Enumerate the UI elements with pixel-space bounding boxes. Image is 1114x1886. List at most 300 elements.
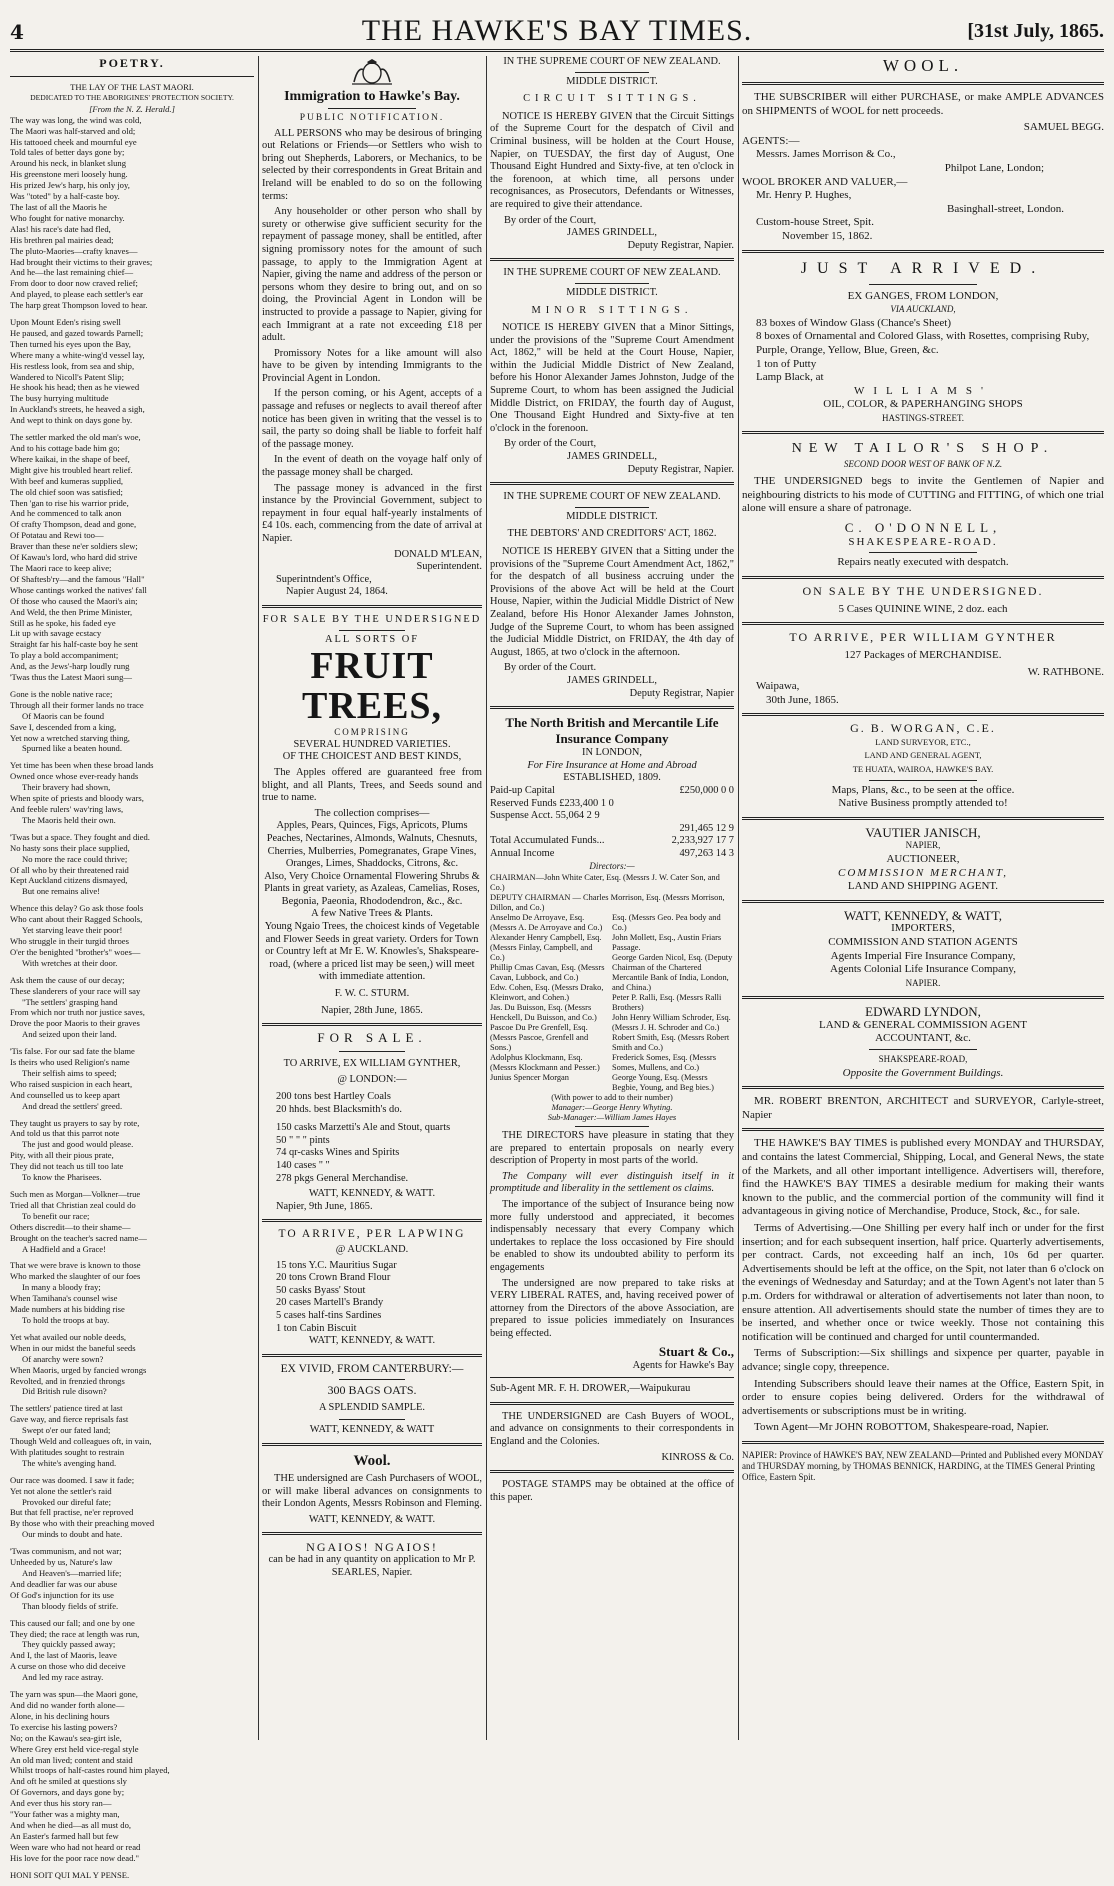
poem-line: Made numbers at his bidding rise [10, 1304, 125, 1315]
poem-line: They died; the race at length was run, [10, 1628, 140, 1639]
williams-shop: WILLIAMS' [854, 384, 992, 397]
lapwing-items [262, 1260, 482, 1336]
watt-line2: Agents Colonial Life Insurance Company, [830, 963, 1016, 976]
poem-line: His love for the poor race now dead." [10, 1852, 140, 1863]
poem-line: Such men as Morgan—Volkner—true [10, 1189, 141, 1199]
forsale-title: FOR SALE. [317, 1030, 427, 1046]
funds-row [490, 823, 734, 836]
poem-line: Had brought their victims to their graves; [10, 256, 153, 267]
just-item: 1 ton of Putty [756, 357, 817, 370]
poem-line: From which nor truth nor justice saves, [10, 1007, 145, 1018]
poem-line: Who marked the slaughter of our foes [10, 1271, 141, 1282]
poem-line: With platitudes sought to restrain [10, 1446, 125, 1457]
director-entry: Peter P. Ralli, Esq. (Messrs Ralli Brothers) [612, 993, 722, 1013]
poem-line: When Tamihana's counsel wise [10, 1293, 118, 1304]
postage-notice: POSTAGE STAMPS may be obtained at the office of this paper. [490, 1479, 734, 1503]
poem-line: O'er the benighted "brother's" woes— [10, 946, 141, 957]
poem-line: His greenstone meri loosely hung. [10, 169, 128, 180]
worgan-line1: LAND SURVEYOR, ETC., [875, 736, 971, 747]
wool4-agents-label: AGENTS:— [742, 134, 800, 147]
poem-line: "The settlers' grasping hand [22, 996, 118, 1007]
lyndon-accountant: ACCOUNTANT, &c. [875, 1032, 971, 1045]
poem-line: Tried all that Christian zeal could do [10, 1199, 136, 1210]
forsale-item: 200 tons best Hartley Coals [276, 1091, 391, 1102]
insurance-paragraph: The importance of the subject of Insurance being now more fully understood and appreciated, it becomes indispensably necessary that every Company which undertakes to replace the loss occasioned by Fire should be enabled to show its undoubted ability to perform its engagements [490, 1199, 734, 1273]
poem-line: And ever thus his story ran— [10, 1798, 112, 1809]
immigration-office: Superintndent's Office, [276, 573, 372, 585]
times-subscribers: Intending Subscribers should leave their names at the Office, Eastern Spit, in order to ensure copies being delivered. Orders for the withdrawal of advertisements or subscriptions must be in writing. [742, 1377, 1104, 1417]
poem-line: And I, the last of Maoris, leave [10, 1650, 117, 1661]
vivid-sample: A SPLENDID SAMPLE. [319, 1401, 425, 1413]
fruit-varieties: SEVERAL HUNDRED VARIETIES. [293, 738, 451, 750]
gynther-text: 127 Packages of MERCHANDISE. [844, 648, 1002, 661]
poem-line: Our race was doomed. I saw it fade; [10, 1474, 135, 1485]
wool4-broker-label: WOOL BROKER AND VALUER,— [742, 175, 908, 188]
poetry-column [10, 56, 254, 1880]
worgan-line5: Native Business promptly attended to! [838, 797, 1008, 810]
insurance-tag: For Fire Insurance at Home and Abroad [527, 759, 697, 771]
poem-line: And played, to please each settler's ear [10, 289, 144, 300]
poem-line: Upon Mount Eden's rising swell [10, 317, 121, 328]
poem-line: The way was long, the wind was cold, [10, 114, 142, 125]
poem-line: "Your father was a mighty man, [10, 1809, 120, 1820]
poem-line: Kept Auckland citizens dismayed, [10, 875, 128, 886]
immigration-paragraph: ALL PERSONS who may be desirous of bringing out Relations or Friends—or Settlers who wish to bring out Shepherds, Laborers, or Mechanics, to be selected by their correspondents in Great Britain and Ireland will be enabled to do so on the following terms: [262, 127, 482, 202]
director-entry: Robert Smith, Esq. (Messrs Robert Smith and Co.) [612, 1033, 730, 1053]
court3-signature: JAMES GRINDELL, [566, 674, 658, 686]
poem-line: And Heaven's—married life; [22, 1568, 122, 1578]
forsale-signature: WATT, KENNEDY, & WATT. [308, 1188, 436, 1200]
poem-line: Did British rule disown? [22, 1386, 107, 1397]
funds-row [490, 848, 734, 861]
forsale-item: 278 pkgs General Merchandise. [276, 1172, 409, 1184]
poem-line: Yet starving leave their poor! [22, 925, 123, 936]
column-rule [738, 56, 739, 1740]
fruit-native: A few Native Trees & Plants. [311, 908, 433, 920]
director-entry: Anselmo De Arroyave, Esq. (Messrs A. De Arroyave and Co.) [490, 913, 603, 933]
poem-line: When in our midst the baneful seeds [10, 1342, 136, 1353]
poem-line: In Auckland's streets, he heaved a sigh, [10, 404, 145, 415]
directors-power: (With power to add to their number) [551, 1093, 673, 1103]
fruit-headline: FRUIT TREES, [301, 645, 443, 728]
vautier-agent: LAND AND SHIPPING AGENT. [847, 880, 999, 893]
poem-line: Of anarchy were sown? [22, 1353, 104, 1364]
director-entry: Phillip Cmas Cavan, Esq. (Messrs Cavan, Lubbock, and Co.) [490, 963, 605, 983]
wool4-agent1: Messrs. James Morrison & Co., [756, 148, 896, 161]
poem-line: With beef and kumeras supplied, [10, 475, 124, 486]
page-number: 4 [10, 20, 24, 44]
poem-line: Swept o'er our fated land; [22, 1425, 111, 1436]
poem-line: When Maoris, urged by fancied wrongs [10, 1364, 147, 1375]
lyndon-name: EDWARD LYNDON, [865, 1004, 981, 1020]
directors-table [490, 913, 734, 1093]
fruit-comprising: COMPRISING [334, 727, 410, 738]
poem-line: When spite of priests and bloody wars, [10, 793, 144, 804]
lapwing-item: 20 tons Crown Brand Flour [276, 1272, 391, 1284]
forsale-items [262, 1091, 482, 1116]
poem-line: Then turned his eyes upon the Bay, [10, 338, 131, 349]
poem-line: Where many a white-wing'd vessel lay, [10, 349, 145, 360]
court1-role: Deputy Registrar, Napier. [627, 239, 734, 251]
lapwing-signature: WATT, KENNEDY, & WATT. [308, 1335, 436, 1347]
vautier-town: NAPIER, [905, 840, 941, 851]
poem-line: Lit up with savage ecstacy [10, 628, 102, 639]
lapwing-item: 1 ton Cabin Biscuit [276, 1322, 357, 1334]
royal-crest-icon [348, 58, 396, 86]
wool4-custom-house: Custom-house Street, Spit. [756, 216, 874, 229]
funds-row [490, 785, 734, 798]
lyndon-opposite: Opposite the Government Buildings. [842, 1066, 1004, 1079]
poem-line: The pluto-Maories—crafty knaves— [10, 245, 138, 256]
tailor-name: C. O'DONNELL, [844, 519, 1002, 535]
poem-line: 'Twas communism, and not war; [10, 1546, 122, 1557]
wool4-date: November 15, 1862. [782, 229, 873, 242]
poem-line: His prized Jew's harp, his only joy, [10, 180, 130, 191]
funds-row [490, 798, 734, 811]
director-entry: Edw. Cohen, Esq. (Messrs Drako, Kleinwort, and Cohen.) [490, 983, 604, 1003]
tailor-road: SHAKESPEARE-ROAD. [848, 535, 998, 548]
funds-row [490, 810, 734, 823]
poem-source: [From the N. Z. Herald.] [89, 103, 175, 114]
just-ex: EX GANGES, FROM LONDON, [847, 289, 999, 302]
just-via: VIA AUCKLAND, [890, 304, 956, 315]
poem-line: That we were brave is known to those [10, 1260, 141, 1271]
poem-body [10, 115, 254, 1886]
poem-line: Of Maoris can be found [22, 710, 105, 721]
watt-commission: COMMISSION AND STATION AGENTS [828, 935, 1018, 948]
poem-line: Told tales of better days gone by; [10, 147, 125, 158]
poem-line: These slanderers of your race will say [10, 985, 141, 996]
poem-line: Of Shaftesb'ry—and the famous "Hall" [10, 573, 145, 584]
wool4-signature: SAMUEL BEGG. [1023, 121, 1104, 134]
poem-line: The busy hurrying multitude [10, 393, 109, 404]
poem-line: His restless look, from sea and ship, [10, 360, 135, 371]
court3-district: MIDDLE DISTRICT. [566, 510, 658, 522]
watt-town: NAPIER. [905, 977, 941, 988]
poem-line: Of those who caused the Maori's ain; [10, 595, 138, 606]
lyndon-road: SHAKSPEARE-ROAD, [878, 1054, 968, 1065]
lapwing-item: 20 cases Martell's Brandy [276, 1297, 384, 1309]
poem-line: Save I, descended from a king, [10, 721, 117, 732]
poem-line: And oft he smiled at questions sly [10, 1776, 127, 1787]
court1-order: By order of the Court, [504, 214, 597, 226]
poem-line: Of Potatau and Rewi too— [10, 530, 104, 541]
newspaper-title: THE HAWKE'S BAY TIMES. [361, 14, 753, 47]
masthead [10, 8, 1104, 52]
forsale-item: 50 " " " pints [276, 1134, 330, 1146]
funds-label: Paid-up Capital [490, 784, 555, 796]
poem-line: Provoked our direful fate; [22, 1496, 112, 1507]
poem-line: The Maori race to keep alive; [10, 562, 112, 573]
insurance-agent-role: Agents for Hawke's Bay [632, 1359, 734, 1371]
poem-line: Might give his troubled heart relief. [10, 464, 133, 475]
directors-label: Directors:— [589, 861, 635, 872]
printer-imprint: NAPIER: Province of HAWKE'S BAY, NEW ZEALAND—Printed and Published every MONDAY and THURSDAY morning, by THOMAS BENNICK, HARDING, at the TIMES General Printing Office, Eastern Spit. [742, 1449, 1104, 1482]
director-entry: Frederick Somes, Esq. (Messrs Somes, Mullens, and Co.) [612, 1053, 716, 1073]
poem-line: And Weld, the then Prime Minister, [10, 606, 133, 617]
worgan-line2: LAND AND GENERAL AGENT, [864, 750, 982, 761]
poem-line: Though Weld and colleagues oft, in vain, [10, 1436, 152, 1447]
court1-sittings: CIRCUIT SITTINGS. [523, 93, 701, 105]
funds-amount [652, 810, 734, 823]
poem-line: And deadlier far was our abuse [10, 1578, 118, 1589]
advertisements-column-4 [742, 56, 1104, 1740]
fruit-collection: The collection comprises— [314, 807, 430, 819]
poem-line: This caused our fall; and one by one [10, 1617, 135, 1628]
fruit-guarantee: The Apples offered are guaranteed free from blight, and all Plants, Trees, and Seeds sound and true to name. [262, 766, 482, 804]
director-entry: Junius Spencer Morgan [490, 1073, 569, 1083]
poem-line: The harp great Thompson loved to hear. [10, 300, 148, 311]
poem-line: Of Governors, and days gone by; [10, 1787, 125, 1798]
funds-amount: £250,000 0 0 [679, 784, 734, 796]
poem-line: From door to door now craved relief; [10, 278, 138, 289]
immigration-paragraphs [262, 128, 482, 546]
poem-line: Their selfish aims to speed; [22, 1067, 117, 1078]
poem-line: Yet now a wretched starving thing, [10, 732, 130, 743]
court1-title: IN THE SUPREME COURT OF NEW ZEALAND. [503, 56, 721, 67]
poem-line: Unheeded by us, Nature's law [10, 1557, 113, 1568]
poem-line: The settlers' patience tired at last [10, 1403, 123, 1414]
tailor-second-door: SECOND DOOR WEST OF BANK OF N.Z. [843, 459, 1003, 470]
directors-chairman: CHAIRMAN—John White Cater, Esq. (Messrs J. W. Cater Son, and Co.) [490, 873, 720, 893]
poem-line: Gave way, and fierce reprisals fast [10, 1414, 129, 1425]
court2-order: By order of the Court, [504, 438, 597, 450]
immigration-subtitle: PUBLIC NOTIFICATION. [299, 113, 445, 123]
poem-line: Who raised suspicion in each heart, [10, 1078, 133, 1089]
just-item: 8 boxes of Ornamental and Colored Glass, with Rosettes, comprising Ruby, Purple, Orange, Yellow, Blue, Green, &c. [756, 330, 1090, 356]
poem-line: Alone, in his declining hours [10, 1710, 110, 1721]
forsale-item: 20 hhds. best Blacksmith's do. [276, 1103, 402, 1115]
poem-line: An Easter's farmed hall but few [10, 1830, 119, 1841]
immigration-paragraph: The passage money is advanced in the first instance by the Provincial Government, subject to repayment in four equal half-yearly instalments of £4 10s. each, commencing from the date of arrival at Napier. [262, 482, 482, 544]
director-entry: George Garden Nicol, Esq. (Deputy Chairman of the Chartered Mercantile Bank of India, London, and China.) [612, 953, 733, 993]
poem-line: Others discredit—to their shame— [10, 1221, 131, 1232]
poem-line: But one remains alive! [22, 886, 101, 897]
insurance-paragraph: THE DIRECTORS have pleasure in stating that they are prepared to entertain proposals on nearly every description of Property in most parts of the world. [490, 1130, 734, 1167]
poem-line: Who fought for native monarchy. [10, 212, 125, 223]
fruit-choicest: OF THE CHOICEST AND BEST KINDS, [282, 751, 462, 763]
director-entry: Adolphus Klockmann, Esq. (Messrs Klockmann and Pesser.) [490, 1053, 600, 1073]
fruit-date: Napier, 28th June, 1865. [321, 1004, 423, 1016]
poem-line: Drove the poor Maoris to their graves [10, 1018, 140, 1029]
poem-line: 'Twas thus the Latest Maori sung— [10, 672, 132, 683]
court3-order: By order of the Court. [504, 662, 597, 674]
funds-label [490, 823, 652, 836]
immigration-date: Napier August 24, 1864. [286, 586, 388, 598]
poem-line: Braver than these ne'er soldiers slew; [10, 541, 138, 552]
poem-line: The last of all the Maoris he [10, 201, 107, 212]
fruit-sorts: ALL SORTS OF [324, 633, 419, 645]
poem-line: Ask them the cause of our decay; [10, 974, 125, 985]
insurance-funds-table [490, 785, 734, 861]
insurance-where: IN LONDON, [581, 747, 643, 759]
insurance-paragraph: The undersigned are now prepared to take risks at VERY LIBERAL RATES, and, having received power of attorney from the Directors of the above Association, are prepared to issue policies immediately on Insurances being effected. [490, 1277, 734, 1339]
immigration-paragraph: If the person coming, or his Agent, accepts of a passage and refuses or neglects to avail thereof after notice has been given in writing that the vessel is to sail, the party so doing shall be liable to forfeit half of the passage money. [262, 388, 482, 450]
williams-street: HASTINGS-STREET. [881, 412, 965, 423]
williams-line: OIL, COLOR, & PAPERHANGING SHOPS [823, 398, 1023, 411]
wool4-agent2-address: Basinghall-street, London. [946, 202, 1064, 215]
funds-label: Suspense Acct. 55,064 2 9 [490, 810, 600, 822]
poem-line: To benefit our race; [22, 1210, 90, 1221]
poem-line: And he commenced to talk anon [10, 508, 122, 519]
court2-title: IN THE SUPREME COURT OF NEW ZEALAND. [503, 267, 721, 279]
ngaios-text: can be had in any quantity on application to Mr P. SEARLES, Napier. [268, 1554, 476, 1578]
worgan-name: G. B. WORGAN, C.E. [850, 721, 996, 736]
insurance-title: The North British and Mercantile Life Insurance Company [505, 715, 719, 747]
immigration-paragraph: In the event of death on the voyage half only of the passage money shall be charged. [262, 454, 482, 479]
poem-line: Of crafty Thompson, dead and gone, [10, 519, 137, 530]
poem-line: To know the Pharisees. [22, 1172, 102, 1183]
court3-text: NOTICE IS HEREBY GIVEN that a Sitting under the provisions of the "Supreme Court Amendment Act, 1862," for the despatch of all business accruing under the Provisions of the above Act will be held at the Court House, Napier, within the Judicial Middle District of New Zealand, before His Honor Alexander James Johnston, Judge of the Supreme Court, to whom has been assigned the Judicial Middle District, on FRIDAY, the 4th day of August, 1865, at two o'clock in the afternoon. [490, 546, 734, 658]
poem-line: A curse on those who did deceive [10, 1661, 126, 1672]
court2-role: Deputy Registrar, Napier. [627, 463, 734, 475]
funds-amount [652, 798, 734, 811]
poem-line: Was "toted" by a half-caste boy. [10, 191, 120, 202]
poem-line: Yet what availed our noble deeds, [10, 1331, 127, 1342]
court1-signature: JAMES GRINDELL, [566, 227, 658, 239]
poem-line: And led my race astray. [22, 1672, 104, 1683]
just-arrived-title: JUST ARRIVED. [800, 259, 1046, 277]
court3-role: Deputy Registrar, Napier [629, 687, 734, 699]
poem-line: His brethren pal mairies dead; [10, 234, 114, 245]
gynther-date: 30th June, 1865. [766, 693, 839, 706]
poem-line: 'Tis false. For our sad fate the blame [10, 1046, 135, 1057]
poem-line: And he—the last remaining chief— [10, 267, 134, 278]
lapwing-title: TO ARRIVE, PER LAPWING [278, 1228, 466, 1241]
ngaios-title: NGAIOS! NGAIOS! [306, 1540, 438, 1555]
court2-signature: JAMES GRINDELL, [566, 451, 658, 463]
poem-line: No; on the Kawau's sea-girt isle, [10, 1732, 122, 1743]
poem-line: Of God's injunction for its use [10, 1589, 114, 1600]
forsale-arrive: TO ARRIVE, EX WILLIAM GYNTHER, [283, 1057, 461, 1069]
poem-line: Of all who by their threatened raid [10, 864, 129, 875]
funds-amount: 291,465 12 9 [679, 822, 734, 834]
funds-label: Reserved Funds £233,400 1 0 [490, 797, 614, 809]
poem-line: Through all their former lands no trace [10, 699, 144, 710]
funds-label: Total Accumulated Funds... [490, 835, 605, 847]
quinine-text: 5 Cases QUININE WINE, 2 doz. each [838, 602, 1008, 615]
poem-line: Then 'gan to rise his warrior pride, [10, 497, 129, 508]
fruit-signature: F. W. C. STURM. [334, 988, 410, 1000]
poem-line: The yarn was spun—the Maori gone, [10, 1689, 138, 1700]
times-advertising-terms: Terms of Advertising.—One Shilling per every half inch or under for the first insertion; and for each subsequent insertion, half price. Quarterly advertisements, per contract. Cards, not exceeding half an inch, 10s 6d per quarter. Advertisements should be left at the office, on the Spit, not later than 6 o'clock on the evenings of Wednesday and Saturday; and at the Town Agent's not later than 5 p.m. Orders for withdrawal or alteration of advertisements not later than noon, to ensure attention. All advertisements should state the number of times they are to be inserted, and whether once or twice weekly. Those not containing this notification will be continued and charged for until countermanded. [742, 1222, 1104, 1343]
court1-district: MIDDLE DISTRICT. [566, 75, 658, 87]
wool4-text: THE SUBSCRIBER will either PURCHASE, or make AMPLE ADVANCES on SHIPMENTS of WOOL for nett proceeds. [742, 91, 1104, 117]
tailor-title: NEW TAILOR'S SHOP. [791, 441, 1055, 457]
poem-line: The Maori was half-starved and old; [10, 125, 136, 136]
poem-line: Spurned like a beaten hound. [22, 743, 122, 754]
court2-text: NOTICE IS HEREBY GIVEN that a Minor Sittings, under the provisions of the "Supreme Court Amendment Act, 1862," will be held at the Court House, Napier, within the Judicial Middle District of New Zealand, before his Honor Alexander James Johnston, Judge of the Supreme Court, to whom has been assigned the Judicial Middle District, on FRIDAY, the fourth day of August, One Thousand Eight Hundred and Sixty-five at ten o'clock in the forenoon. [490, 322, 734, 434]
poem-line: To exercise his lasting powers? [10, 1721, 118, 1732]
poem-dedication: DEDICATED TO THE ABORIGINES' PROTECTION SOCIETY. [30, 92, 234, 102]
poem-line: And, as the Jews'-harp loudly rung [10, 661, 130, 672]
wool-title: Wool. [353, 1453, 391, 1470]
wool-text: THE undersigned are Cash Purchasers of WOOL, or will make liberal advances on consignments to their London Agents, Messrs Robinson and Fleming. [262, 1473, 482, 1510]
poem-line: Than bloody fields of strife. [22, 1600, 119, 1611]
funds-amount: 497,263 14 3 [679, 847, 734, 859]
forsale-item: 74 qr-casks Wines and Spirits [276, 1147, 400, 1159]
immigration-signature: DONALD M'LEAN, [394, 548, 482, 560]
poem-line: And wept to think on days gone by. [10, 415, 133, 426]
poem-line: In many a bloody fray; [22, 1282, 101, 1293]
fruit-intro: FOR SALE BY THE UNDERSIGNED [262, 613, 482, 625]
court2-district: MIDDLE DISTRICT. [566, 286, 658, 298]
advertisements-column-3 [490, 56, 734, 1740]
poem-line: He paused, and gazed towards Parnell; [10, 327, 144, 338]
times-subscription-terms: Terms of Subscription:—Six shillings and sixpence per quarter, payable in advance; single copy, threepence. [742, 1347, 1104, 1373]
poem-line: He shook his head; then as he viewed [10, 382, 140, 393]
insurance-paragraphs [490, 1130, 734, 1341]
poem-line: The just and good would please. [22, 1139, 134, 1150]
gynther-signature: W. RATHBONE. [1027, 666, 1104, 679]
court1-text: NOTICE IS HEREBY GIVEN that the Circuit Sittings of the Supreme Court for the despatch of Civil and Criminal business, will be holden at the Court House, Napier, on TUESDAY, the first day of August, One Thousand Eight Hundred and Sixty-five, at ten o'clock in the forenoon, at which time, all persons under recognisances, as Prosecutors, Defendants or Witnesses, are required to give their attendance. [490, 110, 734, 210]
vautier-name: VAUTIER JANISCH, [865, 824, 981, 840]
insurance-manager: Manager:—George Henry Whyting. [551, 1103, 673, 1113]
poem-line: Who cant about their Ragged Schools, [10, 914, 143, 925]
poem-line: They quickly passed away; [22, 1639, 116, 1650]
wool-signature: WATT, KENNEDY, & WATT. [308, 1513, 436, 1525]
insurance-paragraph: The Company will ever distinguish itself in it promptitude and liberality in the settlement os claims. [490, 1170, 734, 1195]
gynther-title: TO ARRIVE, PER WILLIAM GYNTHER [789, 630, 1057, 645]
poem-line: The Maoris held their own. [22, 814, 116, 825]
funds-label: Annual Income [490, 847, 555, 859]
poem-line: By those who with their preaching moved [10, 1518, 155, 1529]
vivid-bags: 300 BAGS OATS. [327, 1383, 417, 1398]
poem-line: With wretches at their door. [22, 957, 118, 968]
worgan-line3: TE HUATA, WAIROA, HAWKE'S BAY. [852, 763, 994, 774]
poem-line: The old chief soon was satisfied; [10, 486, 123, 497]
court3-title: IN THE SUPREME COURT OF NEW ZEALAND. [503, 491, 721, 503]
wool4-title: WOOL. [882, 56, 964, 75]
poem-line: Around his neck, in blanket slung [10, 158, 126, 169]
poem-line: An old man lived; content and staid [10, 1754, 133, 1765]
poem-line: To play a bold accompaniment; [10, 650, 119, 661]
vivid-signature: WATT, KENNEDY, & WATT [309, 1424, 435, 1436]
watt-name: WATT, KENNEDY, & WATT, [844, 907, 1002, 923]
lapwing-item: 5 cases half-tins Sardines [276, 1309, 382, 1321]
court3-act: THE DEBTORS' AND CREDITORS' ACT, 1862. [507, 528, 717, 540]
poem-line: And seized upon their land. [22, 1029, 117, 1040]
column-rule [258, 56, 259, 1740]
lapwing-at: @ AUCKLAND. [335, 1243, 409, 1255]
poem-line: And dread the settlers' greed. [22, 1100, 123, 1111]
poem-line: Whose cantings worked the natives' fall [10, 584, 147, 595]
poem-line: 'Twas but a space. They fought and died. [10, 831, 150, 842]
poem-line: Yet time has been when these broad lands [10, 760, 154, 771]
poem-line: No more the race could thrive; [22, 853, 128, 864]
fruit-list: Apples, Pears, Quinces, Figs, Apricots, Plums Peaches, Nectarines, Almonds, Walnuts, Chesnuts, Cherries, Mulberries, Pomegranates, Grape Vines, Oranges, Limes, Shaddocks, Citrons, &c. [266, 820, 478, 870]
poem-line: Still as he spoke, his faded eye [10, 617, 116, 628]
times-notice: THE HAWKE'S BAY TIMES is published every MONDAY and THURSDAY, and contains the latest Commercial, Shipping, Local, and General News, the state of the Markets, and all other important intelligence. Advertisers will, therefore, find the HAWKE'S BAY TIMES a desirable medium for making their wants known to the public, and the commercial portion of the community will find it advantageous in giving notice of Merchandise, Produce, Stock, &c., for sale. [742, 1137, 1104, 1218]
poem-title: THE LAY OF THE LAST MAORI. [70, 82, 194, 92]
forsale-items [262, 1122, 482, 1185]
poem-line: Owned once whose ever-ready hands [10, 771, 139, 782]
director-entry: George Young, Esq. (Messrs Begbie, Young, and Beg bies.) [612, 1073, 714, 1093]
vautier-commission: COMMISSION MERCHANT, [838, 866, 1008, 879]
immigration-title: Immigration to Hawke's Bay. [284, 89, 460, 104]
just-items [742, 317, 1104, 385]
poem-line: Revolted, and in frenzied throngs [10, 1375, 125, 1386]
wool4-agent1-address: Philpot Lane, London; [944, 161, 1044, 174]
poem-line: Where kaikai, in the shape of beef, [10, 453, 130, 464]
insurance-subagent: Sub-Agent MR. F. H. DROWER,—Waipukurau [490, 1383, 691, 1395]
watt-line1: Agents Imperial Fire Insurance Company, [830, 949, 1016, 962]
poem-line: A Hadfield and a Grace! [22, 1243, 106, 1254]
immigration-paragraph: Promissory Notes for a like amount will also have to be given by intending Immigrants to the Provincial Agent in London. [262, 347, 482, 384]
poem-line: HONI SOIT QUI MAL Y PENSE. [10, 1869, 130, 1880]
poem-line: Gone is the noble native race; [10, 688, 113, 699]
poem-line: They did not teach us till too late [10, 1161, 124, 1172]
